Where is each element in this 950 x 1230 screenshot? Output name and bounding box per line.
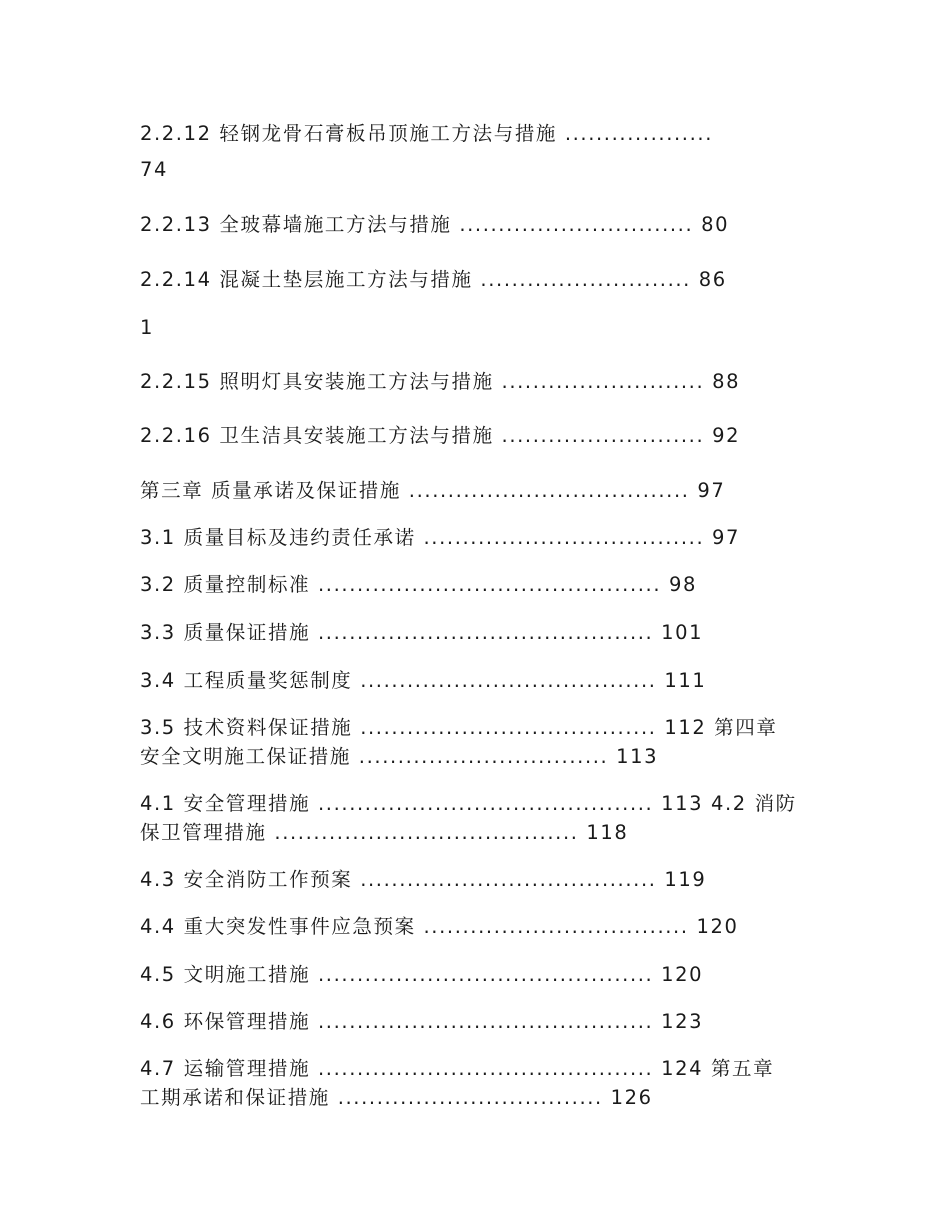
toc-entry[interactable]: 3.4 工程质量奖惩制度 ...................................... 111 (140, 669, 707, 692)
toc-entry[interactable]: 3.5 技术资料保证措施 ...................................... 112 第四章 (140, 716, 778, 739)
toc-entry[interactable]: 2.2.15 照明灯具安装施工方法与措施 .......................... 88 (140, 370, 741, 393)
toc-entry[interactable]: 2.2.13 全玻幕墙施工方法与措施 .............................. 80 (140, 213, 730, 236)
toc-entry-page-number: 74 (140, 158, 169, 181)
toc-entry[interactable]: 2.2.16 卫生洁具安装施工方法与措施 .......................... 92 (140, 424, 741, 447)
toc-entry[interactable]: 3.3 质量保证措施 ........................................... 101 (140, 621, 704, 644)
toc-entry[interactable]: 4.7 运输管理措施 ........................................... 124 第五章 (140, 1057, 775, 1080)
toc-chapter-entry[interactable]: 工期承诺和保证措施 .................................. 126 (140, 1086, 653, 1109)
toc-entry[interactable]: 3.1 质量目标及违约责任承诺 .................................... 97 (140, 526, 741, 549)
toc-entry[interactable]: 2.2.14 混凝土垫层施工方法与措施 ........................... 86 (140, 268, 727, 291)
toc-entry[interactable]: 4.6 环保管理措施 ........................................... 123 (140, 1010, 704, 1033)
toc-entry[interactable]: 2.2.12 轻钢龙骨石膏板吊顶施工方法与措施 ................... (140, 122, 713, 145)
toc-entry[interactable]: 4.5 文明施工措施 ........................................... 120 (140, 963, 704, 986)
page-number: 1 (140, 316, 155, 339)
toc-entry[interactable]: 4.3 安全消防工作预案 ...................................... 119 (140, 868, 707, 891)
toc-entry[interactable]: 保卫管理措施 ....................................... 118 (140, 821, 629, 844)
toc-entry[interactable]: 4.4 重大突发性事件应急预案 .................................. 120 (140, 915, 739, 938)
toc-entry[interactable]: 4.1 安全管理措施 ........................................... 113 4.2 消防 (140, 792, 797, 815)
toc-entry[interactable]: 3.2 质量控制标准 ............................................ 98 (140, 573, 697, 596)
toc-chapter-entry[interactable]: 安全文明施工保证措施 ................................ 113 (140, 745, 659, 768)
toc-chapter-entry[interactable]: 第三章 质量承诺及保证措施 .................................... 97 (140, 479, 726, 502)
